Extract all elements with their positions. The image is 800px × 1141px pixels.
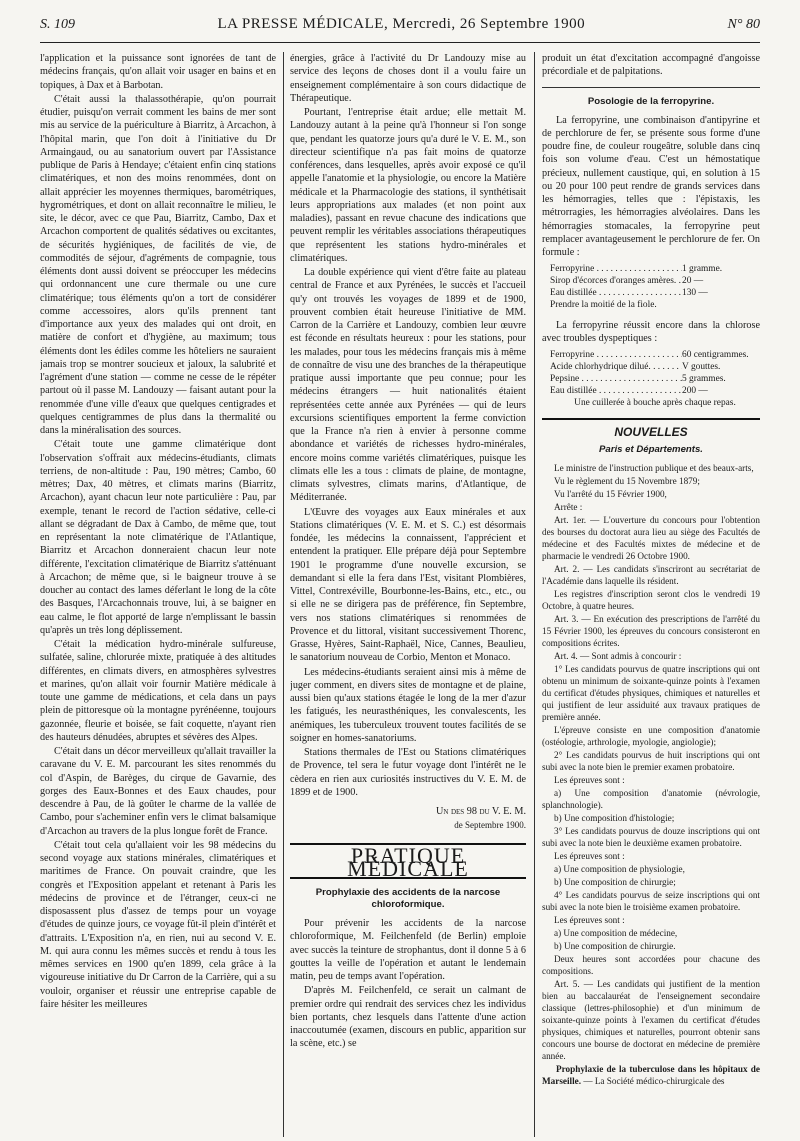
quantity: 200 —: [682, 386, 708, 396]
prescription-note: Une cuillerée à bouche après chaque repas.: [574, 398, 736, 408]
news-paragraph: Les épreuves sont :: [554, 774, 625, 785]
section-title: PRATIQUE MÉDICALE: [290, 843, 526, 880]
paragraph: La ferropyrine, une combinaison d'antipyrine et de perchlorure de fer, se présente sous forme d'une poudre fine, de couleur rougeâtre, soluble dans cinq fois son volume d'eau. C'est un hémostatique précieux, nullement caustique, qui, en solution à 15 ou 20 pour 100 peut rendre de grands services dans les hémorragies, telles que : l'épistaxis, les métrorragies, les hémorragies alvéolaires. Dans les hémorragies stomacales, la ferropyrine peut remplacer avantageusement le perchlorure de fer. On formule :: [542, 114, 760, 258]
article-signature-date: de Septembre 1900.: [454, 820, 526, 831]
journal-title: LA PRESSE MÉDICALE, Mercredi, 26 Septembre 1900: [217, 16, 586, 32]
paragraph: énergies, grâce à l'activité du Dr Landouzy mise au service des leçons de choses dont il a voulu faire un enseignement complémentaire à son cours didactique de Thérapeutique.: [290, 53, 526, 104]
news-paragraph: Art. 1er. — L'ouverture du concours pour l'obtention des bourses du doctorat aura lieu au siège des Facultés de médecine et des Facultés mixtes de médecine et de pharmacie le vendredi 26 Octobre 1900.: [542, 514, 760, 561]
news-paragraph: Arrête :: [554, 501, 583, 512]
news-paragraph: 1° Les candidats pourvus de quatre inscriptions qui ont obtenu un minimum de soixante-quinze points à l'examen du certificat d'études physiques, chimiques et naturelles et qui justifient de leur assiduité aux travaux pratiques de première année.: [542, 663, 760, 722]
news-paragraph: L'épreuve consiste en une composition d'anatomie (ostéologie, arthrologie, myologie, angiologie);: [542, 724, 760, 747]
closing-paragraph: [542, 1063, 760, 1087]
news-subtitle: Paris et Départements.: [599, 443, 703, 455]
news-paragraph: Deux heures sont accordées pour chacune des compositions.: [542, 953, 760, 976]
article-title: Prophylaxie des accidents de la narcose chloroformique.: [315, 887, 501, 910]
news-paragraph: Art. 3. — En exécution des prescriptions de l'arrêté du 15 Février 1900, les épreuves du concours consisteront en compositions écrites.: [542, 613, 760, 648]
paragraph: C'était toute une gamme climatérique dont l'observation s'offrait aux médecins-étudiants, climats terriens, de non-altitude : Pau, 190 mètres; Cambo, 60 mètres; Dax, 40 mètres, et climats marins (Biarritz, Arcachon), ayant chacun leur note particulière : Pau, par exemple, tenant le record de l'action sédative, celle-ci allant se dégradant de Dax à Cambo, de même que, tout en représentant la note climatérique de l'Atlantique, Biarritz et Arcachon donneraient chacun leur note différente, l'excitation climatérique de Biarritz s'atténuant à Arcachon; de même que, si le baigneur trouve à se doucher au contact des lames déferlant le long de la côte des Basques, l'Arcachonnais trouve, lui, à se baigner en eau calme, le flot apporté de large n'emplissant le bassin qu'après un très long déplissement.: [40, 439, 276, 636]
prescription-1: [550, 263, 760, 312]
news-paragraph: Vu l'arrêté du 15 Février 1900,: [554, 488, 667, 499]
ingredient: Ferropyrine . . .: [550, 349, 682, 361]
prescription-row: [550, 287, 760, 299]
paragraph: C'était tout cela qu'allaient voir les 98 médecins du second voyage aux stations minérales, climatériques et maritimes de France. On pouvait craindre, que les congrès et l'Exposition appelant et retenant à Paris les médecins de province et de l'étranger, ceux-ci ne disposassent plus d'assez de temps pour un voyage d'études de quinze jours, ce voyage fût-il plein d'intérêt et d'attraits. L'Exposition n'a, en rien, nui au second V. E. M. qui aura connu les mêmes succès et rendu à tous les mêmes services en 1900 qu'en 1899, cela grâce à la vigoureuse initiative du Dr Carron de la Carrière, qui a su vouloir, organiser et réussir une entreprise capable de faire hésiter les meilleures: [40, 839, 276, 1010]
paragraph: C'était aussi la thalassothérapie, qu'on pourrait étudier, puisqu'on verrait comment les bains de mer sont mis au service de la puériculture à Biarritz, à Arcachon, à l'hôpital marin, que l'on doit à l'initiative du Dr Armaingaud, ou au sanatorium ouvert par l'Assistance publique de Paris à Hendaye; c'étaient enfin cinq stations climatériques, et non des moins renommées, dont on allait apprécier les moyennes thermiques, barométriques, hygrométriques, et dont on allait reconnaître le milieu, le site, le décor, avec ce que Pau, Biarritz, Cambo, Dax et Arcachon comportent de qualités sédatives ou excitantes, de sécurités hygiéniques, de facilités de vie, de commodités de séjour, d'agréments de compagnie, tous éléments dont aussi doivent se préoccuper les médecins qui ordonnancent une cure thermale ou une cure climatérique; tous éléments qu'on a tort de considérer comme accessoires, alors qu'ils prennent tant d'importance aux yeux des malades qui ont droit, en matière de confort et d'hygiène, au maximum; tous éléments dont les édiles comme les hôteliers ne sauraient jamais trop se montrer soucieux et jaloux, la salubrité et l'agrément d'une station — comme ne cesse de le répéter partout où il passe M. Landouzy — faisant autant pour la renommée d'une ville d'eaux que quelques centigrades et quelques centigrammes de plus dans la thermalité ou dans la minéralisation des sources.: [40, 93, 276, 436]
column-3: [542, 52, 760, 1132]
paragraph: La double expérience qui vient d'être faite au plateau central de France et aux Pyrénées, le succès et l'accueil qu'y ont trouvés les voyages de 1899 et de 1900, prouvent combien était heureuse l'initiative de MM. Carron de la Carrière et Landouzy, combien leur œuvre est féconde en résultats heureux : pour les stations, pour les malades, pour tous les médecins français mis à même de connaître de visu une des branches de la thérapeutique pratique aussi importante que peu connue; pour les médecins étrangers — huit nationalités étaient représentées cette année aux Pyrénées — qui de leurs excursions scientifiques emportent la ferme conviction que la France n'a rien à envier à personne comme abondance et variétés de richesses hydro-minérales, encore moins comme variétés climatériques, puisque les climats elle les a tous : climats de plaine, de montagne, climats sylvestres, climats marins, d'Atlantique, de Méditerranée.: [290, 267, 526, 504]
column-1: [40, 52, 276, 1132]
news-paragraph: Vu le règlement du 15 Novembre 1879;: [554, 475, 700, 486]
paragraph: C'était la médication hydro-minérale sulfureuse, sulfatée, saline, chlorurée mixte, pratiquée à des altitudes différentes, en climats divers, en atmosphères sylvestres et marines, qu'on allait voir fournir Matière médicale à toute une gamme de médications, et cela dans un pays plein de pittoresque où la montagne pyrénéenne, toujours gazonnée, fleurie et boisée, se fait coquette, n'ayant rien des hauteurs dénudées, abruptes et sévères des Alpes.: [40, 639, 276, 743]
prescription-row: [550, 349, 760, 361]
news-title: NOUVELLES: [542, 418, 760, 439]
news-body: [542, 462, 760, 1062]
quantity: 20 —: [682, 276, 704, 287]
quantity: 5 grammes.: [682, 374, 726, 384]
column-2: [290, 52, 526, 1132]
page-header: [40, 16, 760, 43]
news-paragraph: Les épreuves sont :: [554, 850, 625, 861]
ingredient: Pepsine . . .: [550, 373, 682, 385]
quantity: 130 —: [682, 288, 708, 299]
paragraph: D'après M. Feilchenfeld, ce serait un calmant de premier ordre qui rendrait des services chez les individus bien portants, chez lesquels dans l'attente d'une action inaccoutumée (examen, discours en public, apparition sur la scène, etc.) se: [290, 985, 526, 1050]
news-paragraph: a) Une composition de physiologie,: [554, 863, 685, 874]
page-number: S. 109: [40, 17, 75, 32]
paragraph: C'était dans un décor merveilleux qu'allait travailler la caravane du V. E. M. parcourant les sites renommés du col d'Aspin, de Barèges, du cirque de Gavarnie, des gorges des Eaux-Bonnes et des Eaux chaudes, pour descendre à Pau, de là goûter le charme de la vallée de Cambo, pour s'acheminer enfin vers le climat balsamique d'Arcachon au travers de la plus longue forêt de France.: [40, 746, 276, 837]
paragraph: Pourtant, l'entreprise était ardue; elle mettait M. Landouzy autant à la peine qu'à l'honneur si l'on songe que, pendant les quatorze jours qu'a duré le V. E. M., son directeur scientifique n'a pas fait moins de quatorze conférences, dans lesquelles, après avoir exposé ce qu'il appelle l'anatomie et la physiologie, ou encore la Matière médicale et la Pharmacologie des stations, il synthétisait leurs appropriations aux malades (et non point aux maladies), passant en revue chacune des indications que peuvent remplir les véritables associations thérapeutiques que représentent les stations hydro-minérales et climatériques.: [290, 107, 526, 264]
article-title: Posologie de la ferropyrine.: [542, 87, 760, 108]
news-paragraph: Les épreuves sont :: [554, 914, 625, 925]
news-paragraph: a) Une composition d'anatomie (névrologie, splanchnologie).: [542, 787, 760, 810]
ingredient: Ferropyrine . . .: [550, 263, 682, 275]
paragraph: l'application et la puissance sont ignorées de tant de médecins français, qu'on allait voir usager en bains et en topiques, à Dax et à Barbotan.: [40, 53, 276, 91]
closing-text: — La Société médico-chirurgicale des: [583, 1075, 725, 1086]
news-paragraph: b) Une composition d'histologie;: [554, 812, 675, 823]
article-signature: Un des 98 du V. E. M.: [436, 806, 526, 817]
paragraph: Pour prévenir les accidents de la narcose chloroformique, M. Feilchenfeld (de Berlin) emploie avec succès la teinture de strophantus, dont il donne 5 à 6 gouttes la veille de l'opération et autant le lendemain matin, peu de temps avant l'opération.: [290, 918, 526, 982]
column-rule: [534, 52, 535, 1137]
prescription-row: [550, 275, 760, 287]
prescription-row: [550, 361, 760, 373]
ingredient: Eau distillée . . .: [550, 287, 682, 299]
news-paragraph: a) Une composition de médecine,: [554, 927, 678, 938]
news-paragraph: Art. 5. — Les candidats qui justifient de la mention bien au baccalauréat de l'enseignement secondaire classique (lettres-philosophie) et d'un minimum de soixante-quinze points à l'examen du certificat d'études physiques, chimiques et naturelles, pourront obtenir sans concours une bourse de doctorat en médecine de première année.: [542, 978, 760, 1061]
paragraph: La ferropyrine réussit encore dans la chlorose avec troubles dyspeptiques :: [542, 319, 760, 344]
paragraph: Les médecins-étudiants seraient ainsi mis à même de juger comment, en divers sites de montagne et de plaine, aussi bien qu'aux stations étagée le long de la mer d'azur les fatigués, les neurasthéniques, les convalescents, les anémiques, les tuberculeux trouvent toutes facilités de se soigner en homes-sanatoriums.: [290, 666, 526, 744]
news-paragraph: Art. 2. — Les candidats s'inscriront au secrétariat de l'Académie dans laquelle ils résident.: [542, 563, 760, 586]
quantity: V gouttes.: [682, 362, 721, 372]
prescription-note: Prendre la moitié de la fiole.: [550, 300, 657, 311]
issue-number: N° 80: [727, 17, 760, 32]
paragraph: produit un état d'excitation accompagné d'angoisse précordiale et de palpitations.: [542, 53, 760, 78]
news-paragraph: b) Une composition de chirurgie.: [554, 940, 676, 951]
quantity: 60 centigrammes.: [682, 350, 749, 360]
paragraph: Stations thermales de l'Est ou Stations climatériques de Provence, tel sera le futur voyage dont l'intérêt ne le cèdera en rien aux curiosités instructives du V. E. M. de 1899 et de 1900.: [290, 747, 526, 798]
quantity: 1 gramme.: [682, 264, 723, 275]
news-paragraph: Le ministre de l'instruction publique et des beaux-arts,: [554, 462, 754, 473]
news-paragraph: 2° Les candidats pourvus de huit inscriptions qui ont subi avec la note bien le premier examen probatoire.: [542, 749, 760, 772]
prescription-2: [550, 349, 760, 410]
closing-heading: Prophylaxie de la tuberculose dans les hôpitaux de Marseille.: [542, 1063, 760, 1086]
news-paragraph: b) Une composition de chirurgie;: [554, 876, 676, 887]
prescription-row: [550, 373, 760, 385]
news-paragraph: 3° Les candidats pourvus de douze inscriptions qui ont subi avec la note bien le deuxième examen probatoire.: [542, 825, 760, 848]
ingredient: Sirop d'écorces d'oranges amères. . . .: [550, 275, 682, 287]
prescription-row: [550, 263, 760, 275]
news-paragraph: Les registres d'inscription seront clos le vendredi 19 Octobre, à quatre heures.: [542, 588, 760, 611]
paragraph: L'Œuvre des voyages aux Eaux minérales et aux Stations climatériques (V. E. M. et S. C.) est désormais fondée, les médecins la connaissent, l'apprécient et entendent la pratiquer. Elle prépare déjà pour Septembre 1901 le programme d'une nouvelle excursion, se demandant si elle la fera dans l'Est, visitant Plombières, Vittel, Contrexéville, Bourbonne-les-Bains, etc., etc., ou si elle ne se dirigera pas de préférence, fin Septembre, vers nos stations climatériques si renommées de Provence et du littoral, visitant successivement Thorenc, Grasse, Hyères, Saint-Raphaël, Nice, Cannes, Beaulieu, le sanatorium nouveau de Corbio, Menton et Monaco.: [290, 506, 526, 664]
prescription-row: [550, 385, 760, 397]
ingredient: Eau distillée . . .: [550, 385, 682, 397]
ingredient: Acide chlorhydrique dilué. . . .: [550, 361, 682, 373]
news-paragraph: 4° Les candidats pourvus de seize inscriptions qui ont subi avec la note bien le troisième examen probatoire.: [542, 889, 760, 912]
column-rule: [283, 52, 284, 1137]
news-paragraph: Art. 4. — Sont admis à concourir :: [554, 650, 682, 661]
